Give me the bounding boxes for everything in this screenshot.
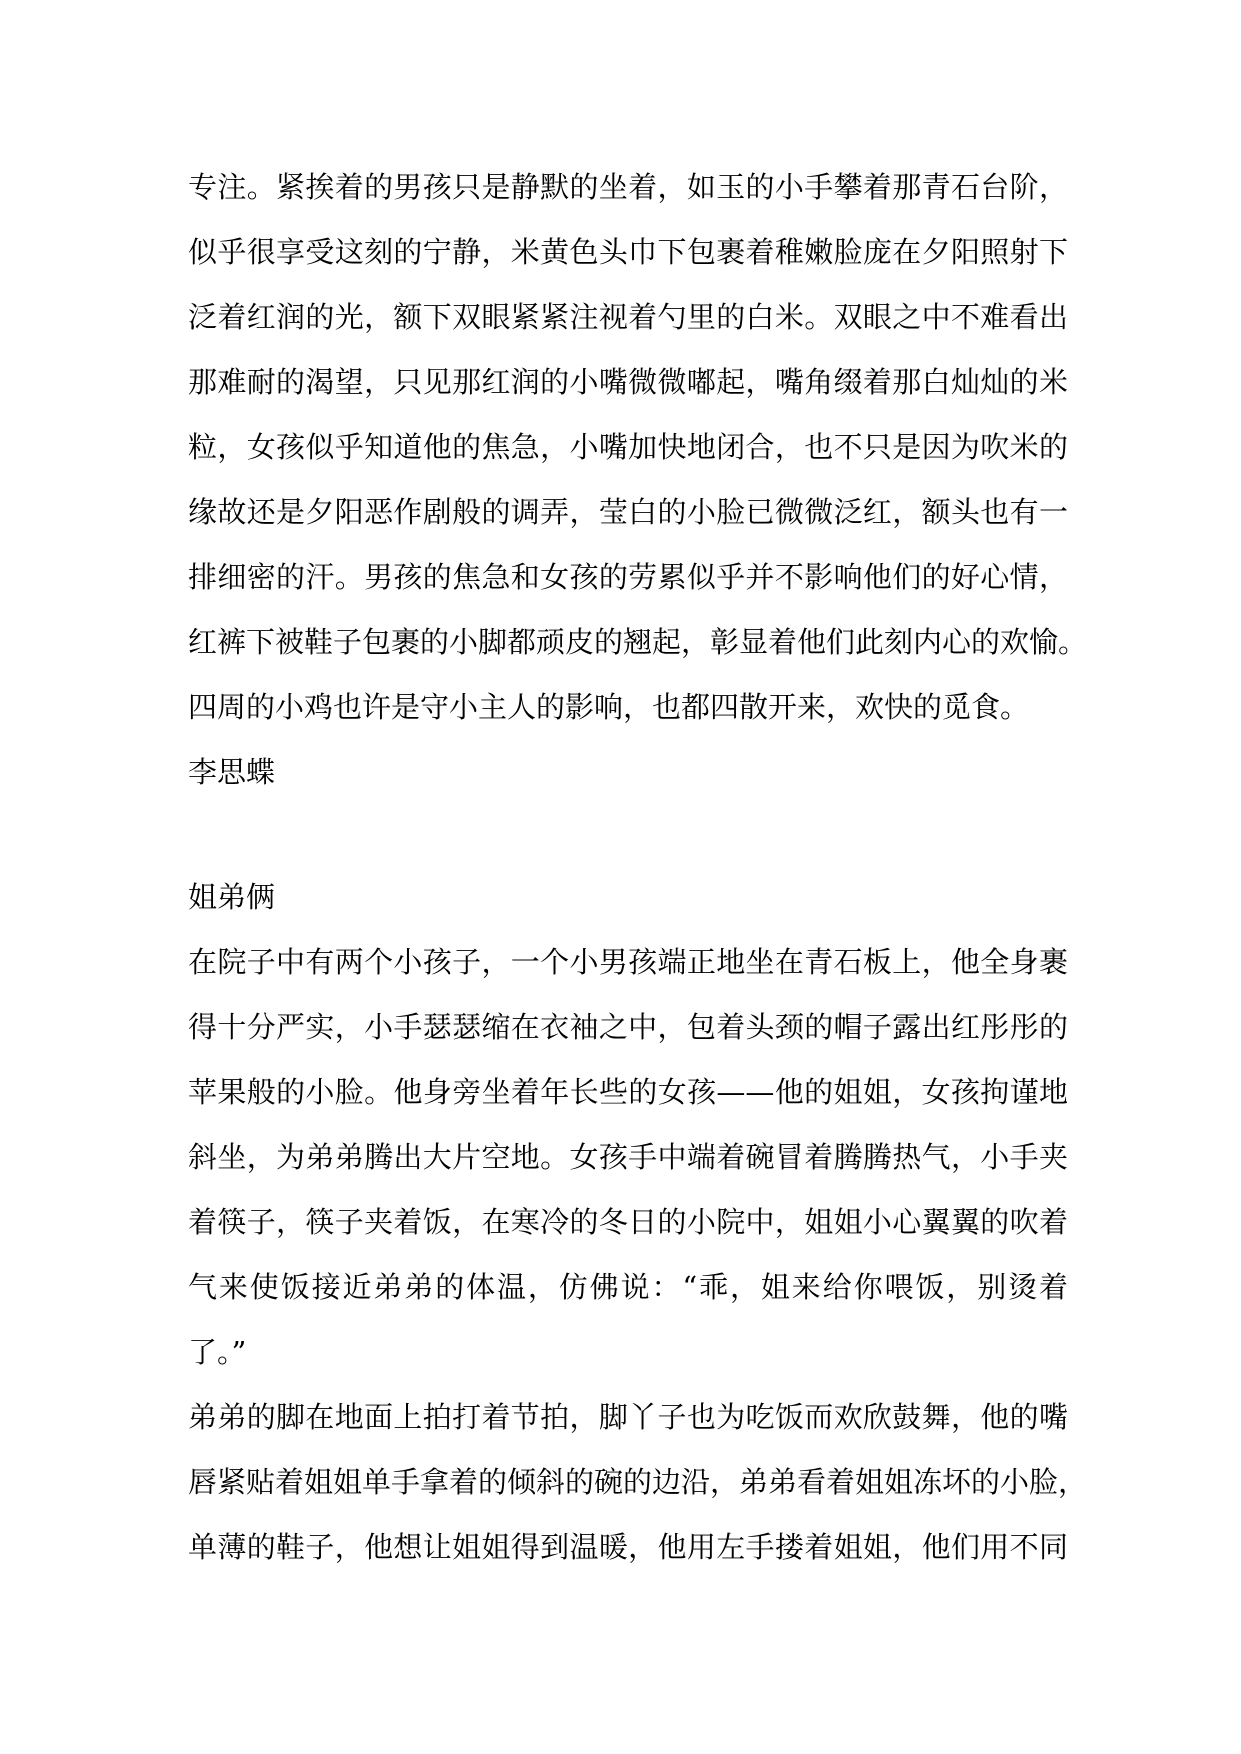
- text-line: 弟弟的脚在地面上拍打着节拍，脚丫子也为吃饭而欢欣鼓舞，他的嘴: [188, 1400, 1068, 1434]
- text-line: 那难耐的渴望，只见那红润的小嘴微微嘟起，嘴角缀着那白灿灿的米: [188, 365, 1068, 399]
- text-line: 缘故还是夕阳恶作剧般的调弄，莹白的小脸已微微泛红，额头也有一: [188, 495, 1068, 529]
- text-line: 苹果般的小脸。他身旁坐着年长些的女孩——他的姐姐，女孩拘谨地: [188, 1075, 1068, 1109]
- text-line: 粒，女孩似乎知道他的焦急，小嘴加快地闭合，也不只是因为吹米的: [188, 430, 1068, 464]
- text-line: 唇紧贴着姐姐单手拿着的倾斜的碗的边沿，弟弟看着姐姐冻坏的小脸，: [188, 1465, 1088, 1499]
- text-line: 了。”: [188, 1335, 247, 1369]
- document-body: [188, 155, 1088, 1580]
- text-line: 得十分严实，小手瑟瑟缩在衣袖之中，包着头颈的帽子露出红彤彤的: [188, 1010, 1068, 1044]
- paragraph-2: [188, 930, 1068, 1385]
- text-line: 在院子中有两个小孩子，一个小男孩端正地坐在青石板上，他全身裹: [188, 945, 1068, 979]
- text-line: 红裤下被鞋子包裹的小脚都顽皮的翘起，彰显着他们此刻内心的欢愉。: [188, 625, 1088, 659]
- paragraph-3: [188, 1385, 1088, 1580]
- text-line: 气来使饭接近弟弟的体温，仿佛说：“乖，姐来给你喂饭，别烫着: [188, 1270, 1068, 1304]
- section-gap: [188, 805, 1068, 865]
- text-line: 泛着红润的光，额下双眼紧紧注视着勺里的白米。双眼之中不难看出: [188, 300, 1068, 334]
- text-line: 排细密的汗。男孩的焦急和女孩的劳累似乎并不影响他们的好心情，: [188, 560, 1068, 594]
- text-line: 专注。紧挨着的男孩只是静默的坐着，如玉的小手攀着那青石台阶，: [188, 170, 1068, 204]
- text-line: 斜坐，为弟弟腾出大片空地。女孩手中端着碗冒着腾腾热气，小手夹: [188, 1140, 1068, 1174]
- section-title: 姐弟俩: [188, 880, 276, 914]
- text-line: 四周的小鸡也许是守小主人的影响，也都四散开来，欢快的觅食。: [188, 690, 1030, 724]
- paragraph-1: [188, 155, 1088, 740]
- text-line: 着筷子，筷子夹着饭，在寒冷的冬日的小院中，姐姐小心翼翼的吹着: [188, 1205, 1068, 1239]
- author-name: 李思蝶: [188, 755, 276, 789]
- text-line: 似乎很享受这刻的宁静，米黄色头巾下包裹着稚嫩脸庞在夕阳照射下: [188, 235, 1068, 269]
- text-line: 单薄的鞋子，他想让姐姐得到温暖，他用左手搂着姐姐，他们用不同: [188, 1530, 1068, 1564]
